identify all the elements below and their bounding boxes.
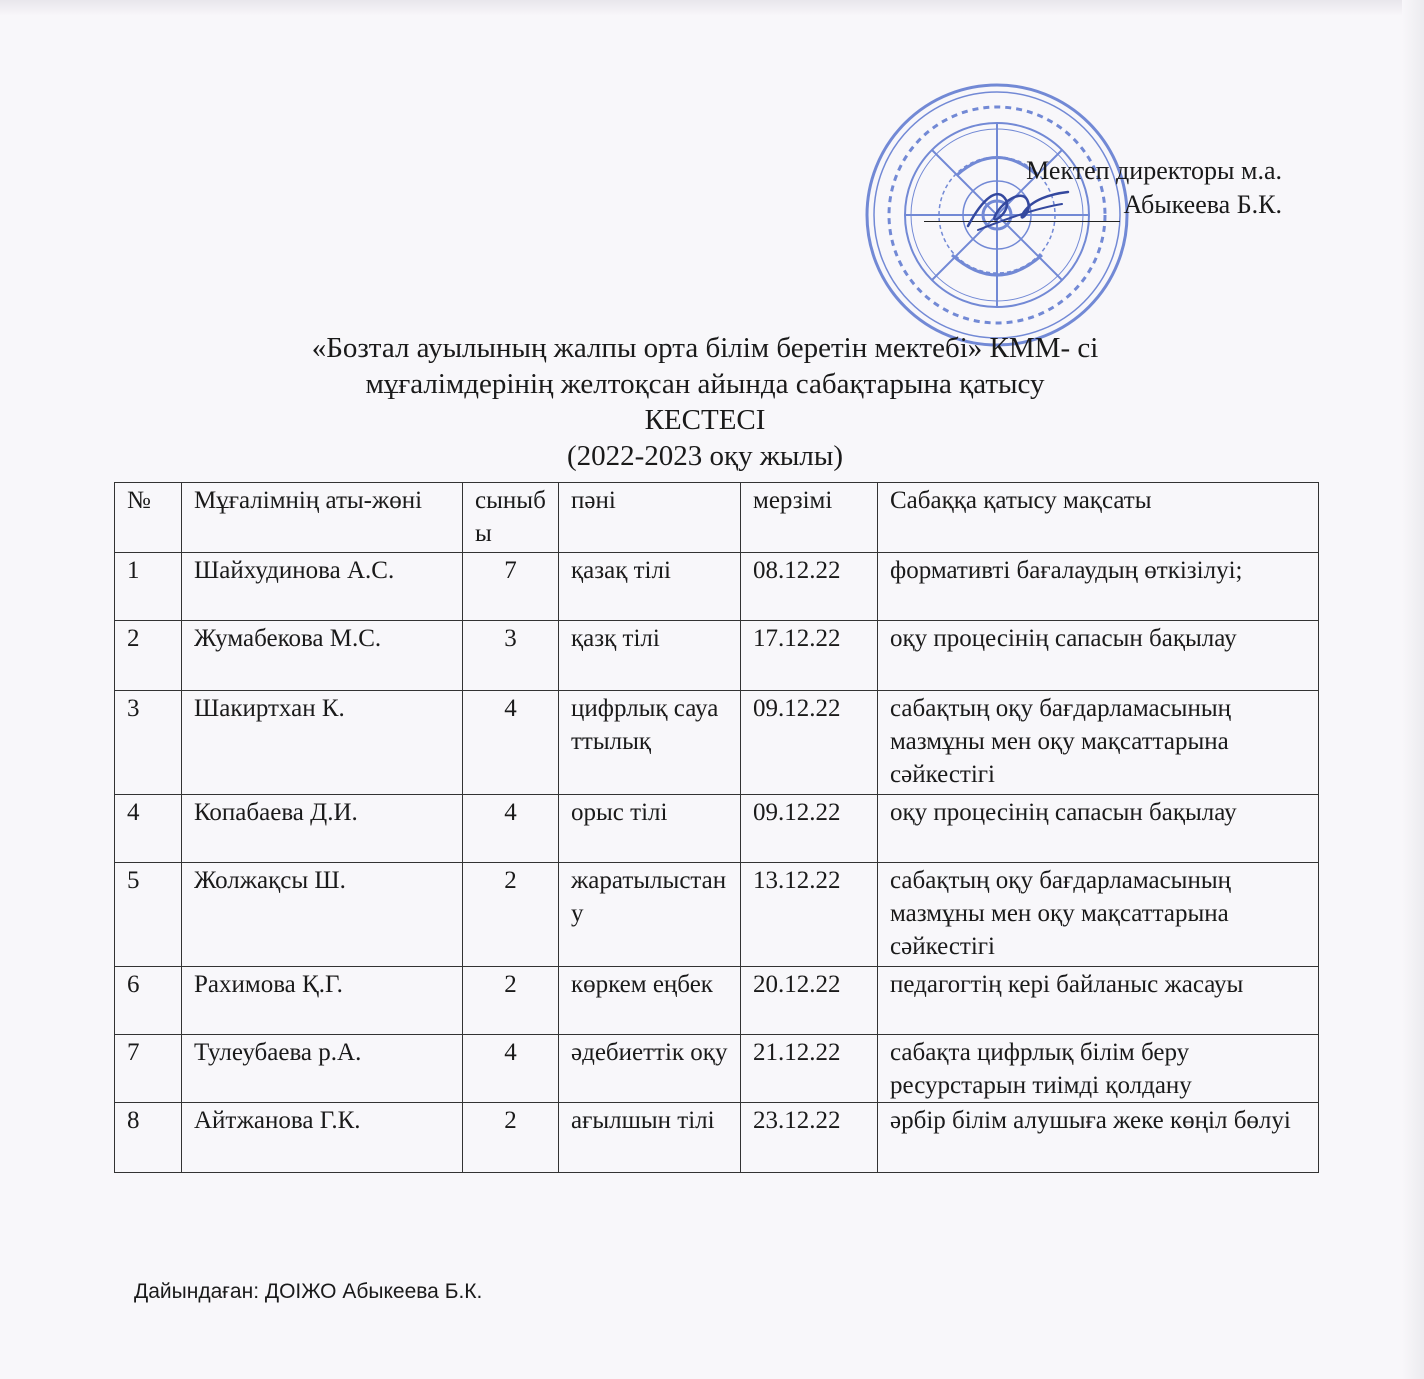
cell-grade: 3 — [463, 621, 559, 691]
cell-subject: жаратылыстану — [559, 863, 741, 967]
cell-teacher: Рахимова Қ.Г. — [182, 967, 463, 1035]
cell-date: 09.12.22 — [741, 691, 878, 795]
title-line-2: мұғалімдерінің желтоқсан айында сабақтарына қатысу — [365, 368, 1045, 400]
table-row — [115, 621, 1319, 691]
cell-purpose: сабақта цифрлық білім беру ресурстарын тиімді қолдану — [878, 1035, 1319, 1103]
cell-date: 20.12.22 — [741, 967, 878, 1035]
cell-subject: көркем еңбек — [559, 967, 741, 1035]
cell-grade: 2 — [463, 863, 559, 967]
title-line-1: «Бозтал ауылының жалпы орта білім беретін мектебі» КММ- сі — [311, 332, 1099, 364]
approval-position: Мектеп директоры м.а. — [1026, 156, 1282, 185]
table-body — [115, 553, 1319, 1173]
cell-purpose: оқу процесінің сапасын бақылау — [878, 621, 1319, 691]
scan-edge-right — [1402, 0, 1424, 1379]
cell-num: 8 — [115, 1103, 182, 1173]
cell-grade: 4 — [463, 691, 559, 795]
cell-subject: орыс тілі — [559, 795, 741, 863]
document-title — [0, 330, 1410, 474]
cell-teacher: Тулеубаева р.А. — [182, 1035, 463, 1103]
table-row — [115, 691, 1319, 795]
cell-purpose: педагогтің кері байланыс жасауы — [878, 967, 1319, 1035]
cell-grade: 7 — [463, 553, 559, 621]
prepared-by: Дайындаған: ДОІЖО Абыкеева Б.К. — [134, 1280, 483, 1303]
header-purpose: Сабаққа қатысу мақсаты — [878, 483, 1319, 553]
cell-purpose: формативті бағалаудың өткізілуі; — [878, 553, 1319, 621]
table-row — [115, 1035, 1319, 1103]
approval-name: Абыкеева Б.К. — [1123, 190, 1282, 219]
cell-subject: әдебиеттік оқу — [559, 1035, 741, 1103]
cell-date: 17.12.22 — [741, 621, 878, 691]
cell-teacher: Шакиртхан К. — [182, 691, 463, 795]
attendance-schedule-table — [114, 482, 1319, 1173]
cell-grade: 4 — [463, 795, 559, 863]
cell-teacher: Шайхудинова А.С. — [182, 553, 463, 621]
cell-num: 2 — [115, 621, 182, 691]
header-num: № — [115, 483, 182, 553]
cell-teacher: Айтжанова Г.К. — [182, 1103, 463, 1173]
table-row — [115, 1103, 1319, 1173]
cell-teacher: Копабаева Д.И. — [182, 795, 463, 863]
cell-purpose: сабақтың оқу бағдарламасының мазмұны мен оқу мақсаттарына сәйкестігі — [878, 863, 1319, 967]
cell-date: 08.12.22 — [741, 553, 878, 621]
cell-subject: ағылшын тілі — [559, 1103, 741, 1173]
cell-teacher: Жолжақсы Ш. — [182, 863, 463, 967]
header-teacher: Мұғалімнің аты-жөні — [182, 483, 463, 553]
cell-num: 7 — [115, 1035, 182, 1103]
table-row — [115, 553, 1319, 621]
cell-date: 09.12.22 — [741, 795, 878, 863]
header-subject: пәні — [559, 483, 741, 553]
cell-subject: қазақ тілі — [559, 553, 741, 621]
cell-num: 6 — [115, 967, 182, 1035]
cell-purpose: әрбір білім алушыға жеке көңіл бөлуі — [878, 1103, 1319, 1173]
cell-grade: 2 — [463, 967, 559, 1035]
title-line-4: (2022-2023 оқу жылы) — [566, 440, 844, 472]
cell-date: 13.12.22 — [741, 863, 878, 967]
cell-num: 1 — [115, 553, 182, 621]
cell-purpose: сабақтың оқу бағдарламасының мазмұны мен оқу мақсаттарына сәйкестігі — [878, 691, 1319, 795]
cell-num: 5 — [115, 863, 182, 967]
cell-num: 4 — [115, 795, 182, 863]
title-line-3: КЕСТЕСІ — [644, 404, 766, 436]
table-row — [115, 863, 1319, 967]
table-header-row — [115, 483, 1319, 553]
table-row — [115, 967, 1319, 1035]
cell-grade: 4 — [463, 1035, 559, 1103]
cell-date: 23.12.22 — [741, 1103, 878, 1173]
handwritten-signature — [958, 178, 1078, 238]
cell-purpose: оқу процесінің сапасын бақылау — [878, 795, 1319, 863]
header-grade: сыныбы — [463, 483, 559, 553]
header-date: мерзімі — [741, 483, 878, 553]
cell-teacher: Жумабекова М.С. — [182, 621, 463, 691]
cell-grade: 2 — [463, 1103, 559, 1173]
cell-date: 21.12.22 — [741, 1035, 878, 1103]
table-row — [115, 795, 1319, 863]
cell-subject: цифрлық сауаттылық — [559, 691, 741, 795]
scan-edge-top — [0, 0, 1424, 16]
cell-subject: қазқ тілі — [559, 621, 741, 691]
cell-num: 3 — [115, 691, 182, 795]
